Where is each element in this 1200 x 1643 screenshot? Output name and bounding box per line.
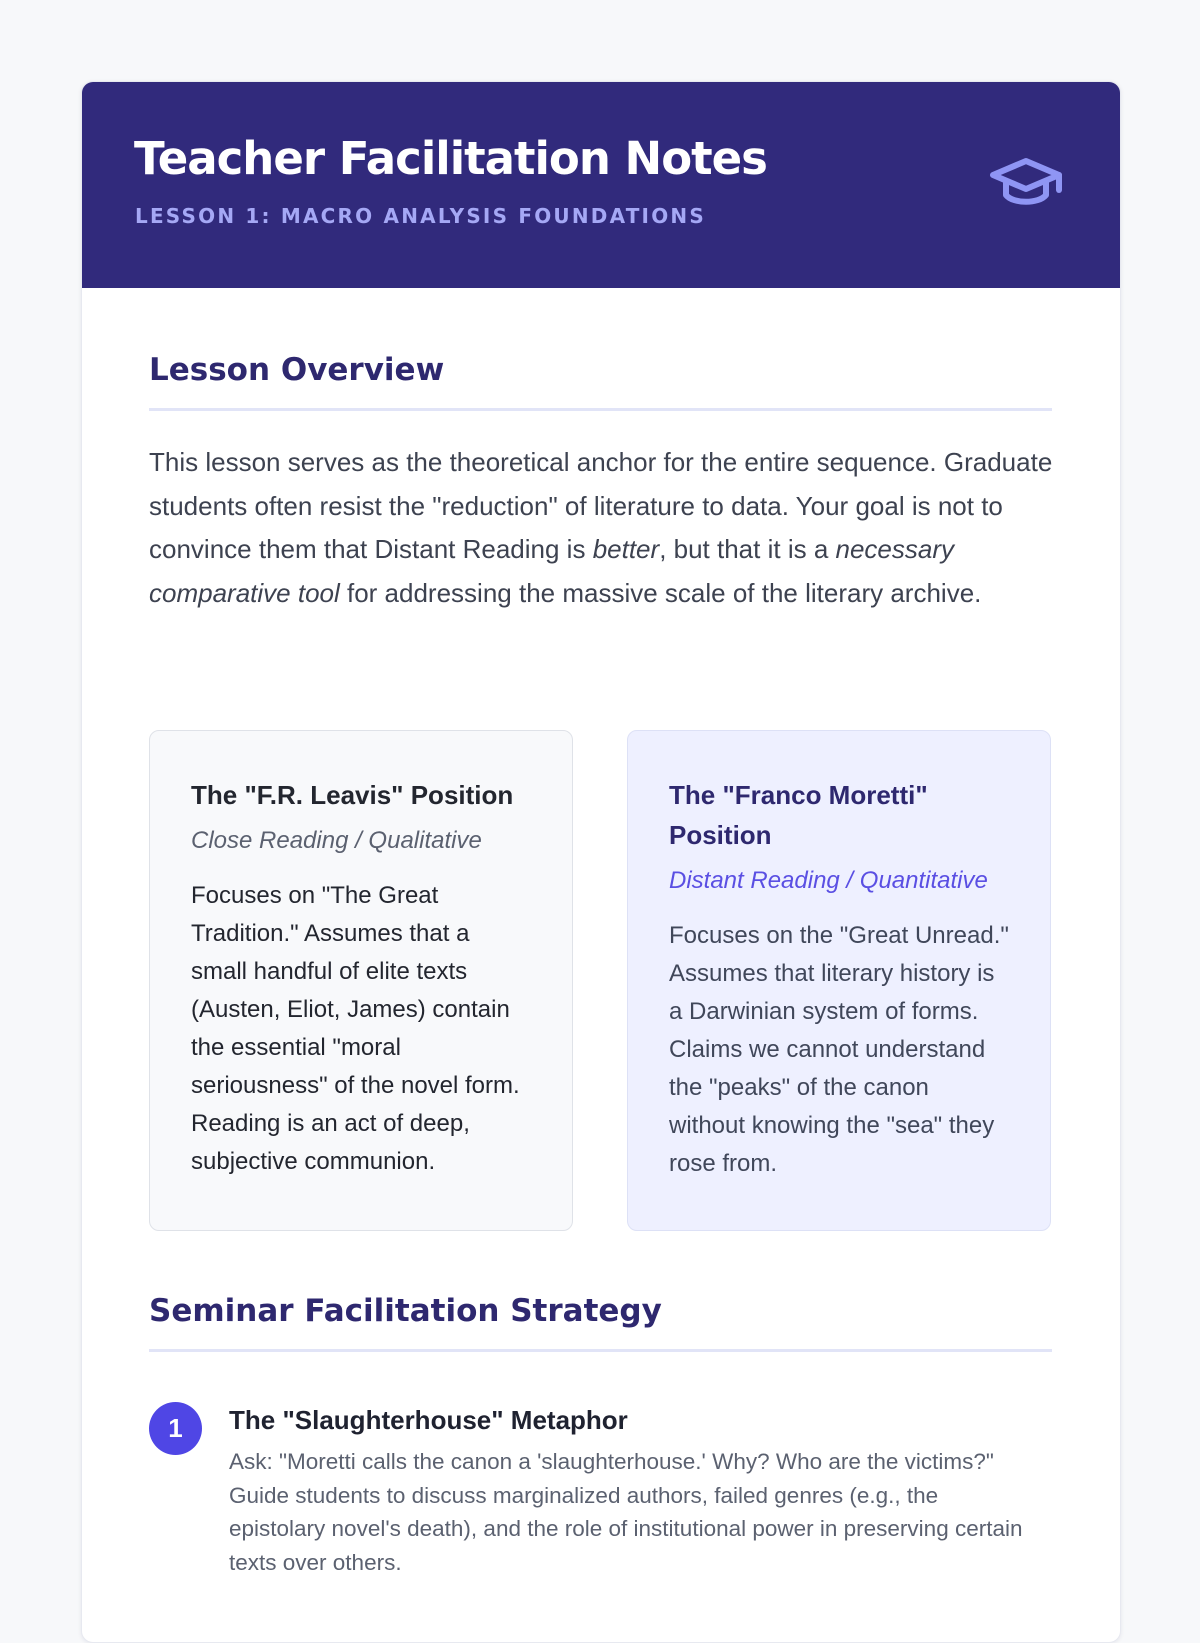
leavis-position-card xyxy=(149,730,573,1231)
page-title: Teacher Facilitation Notes xyxy=(134,132,767,185)
position-title: The "Franco Moretti" Position xyxy=(669,780,928,850)
section-divider xyxy=(149,408,1052,411)
lesson-subtitle: LESSON 1: MACRO ANALYSIS FOUNDATIONS xyxy=(135,204,706,228)
graduation-cap-icon xyxy=(988,154,1064,214)
overview-text-part: This lesson serves as the theoretical anchor for the entire sequence. Graduate students often resist the "reduction" of literature to data. Your goal is not to convince them that Distant Reading is xyxy=(149,447,1053,564)
position-subtitle: Close Reading / Qualitative xyxy=(191,827,482,854)
step-title: The "Slaughterhouse" Metaphor xyxy=(229,1405,628,1435)
moretti-position-card xyxy=(627,730,1051,1231)
position-description: Focuses on "The Great Tradition." Assumes that a small handful of elite texts (Austen, Eliot, James) contain the essential "moral seriousness" of the novel form. Reading is an act of deep, subjective communion. xyxy=(191,882,520,1175)
overview-emphasis: better xyxy=(592,534,660,564)
lesson-overview-text xyxy=(149,441,1054,615)
position-subtitle: Distant Reading / Quantitative xyxy=(669,867,988,894)
position-description: Focuses on the "Great Unread." Assumes that literary history is a Darwinian system of forms. Claims we cannot understand the "peaks" of the canon without knowing the "sea" they rose from. xyxy=(669,922,1009,1177)
step-description: Ask: "Moretti calls the canon a 'slaughterhouse.' Why? Who are the victims?" Guide students to discuss marginalized authors, failed genres (e.g., the epistolary novel's death), and the role of institutional power in preserving certain texts over others. xyxy=(229,1449,1023,1575)
position-title: The "F.R. Leavis" Position xyxy=(191,780,514,810)
overview-text-part: , but that it is a xyxy=(659,534,836,564)
facilitation-notes-card xyxy=(81,81,1121,1643)
overview-text-part: for addressing the massive scale of the literary archive. xyxy=(339,577,982,608)
step-number-badge: 1 xyxy=(149,1402,202,1455)
lesson-overview-heading: Lesson Overview xyxy=(149,352,445,388)
section-divider xyxy=(149,1349,1052,1352)
notes-header xyxy=(82,82,1120,288)
overview-emphasis: necessary comparative tool xyxy=(149,534,954,608)
facilitation-strategy-heading: Seminar Facilitation Strategy xyxy=(149,1293,662,1329)
